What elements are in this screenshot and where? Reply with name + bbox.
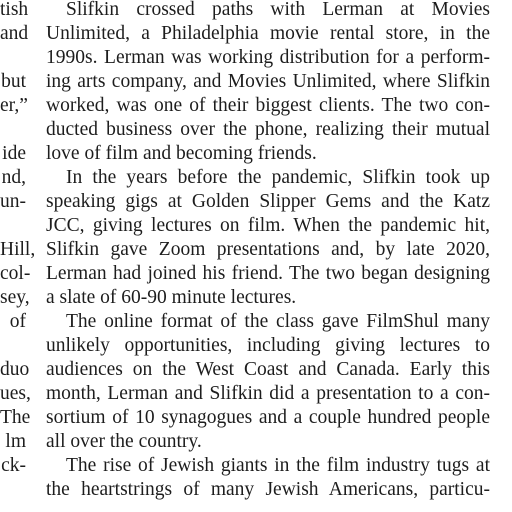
left-column-line: tish [0,0,29,20]
left-column-line: sey, [0,287,30,308]
left-column-line: but [1,71,26,92]
article-line: audiences on the West Coast and Canada. Early this [46,359,490,380]
article-line: Slifkin gave Zoom presentations and, by late 2020, [46,239,490,260]
left-column-line [0,334,26,358]
article-line: 1990s. Lerman was working distribution for a perform- [46,47,490,68]
article-line: Slifkin crossed paths with Lerman at Movies [66,0,490,20]
left-column-line: un- [0,191,26,212]
left-column-line: The [0,407,31,428]
article-line: Lerman had joined his friend. The two began designing [46,263,490,284]
left-column-line: duo [0,359,30,380]
left-column-line: er,” [0,95,28,116]
left-column-line [0,118,26,142]
left-column-line: col- [0,263,31,284]
left-column-line: ide [2,143,26,164]
article-line: speaking gigs at Golden Slipper Gems and the Katz [46,191,490,212]
left-column-line: nd, [1,167,26,188]
left-column-line [0,214,26,238]
article-line: month, Lerman and Slifkin did a presentation to a con- [46,383,490,404]
left-column-line: ues, [0,383,31,404]
left-column-line: of [9,311,26,332]
article-line: Unlimited, a Philadelphia movie rental store, in the [46,23,490,44]
article-line: love of film and becoming friends. [46,143,317,164]
left-column-line: ck- [1,455,26,476]
article-line: all over the country. [46,431,202,452]
left-column-line [0,46,26,70]
article-line: a slate of 60-90 minute lectures. [46,287,297,308]
article-line: unlikely opportunities, including giving lectures to [46,335,490,356]
left-column-line: and [0,23,29,44]
article-line: The rise of Jewish giants in the film industry tugs at [66,455,490,476]
left-column-line [0,478,26,502]
article-line: ing arts company, and Movies Unlimited, where Slifkin [46,71,490,92]
left-column-line: Hill, [0,239,36,260]
article-line: JCC, giving lectures on film. When the pandemic hit, [46,215,490,236]
article-line: The online format of the class gave FilmShul many [66,311,490,332]
article-line: worked, was one of their biggest clients. The two con- [46,95,490,116]
article-line: sortium of 10 synagogues and a couple hundred people [46,407,490,428]
article-line: the heartstrings of many Jewish Americans, particu- [46,479,490,500]
left-column-line: lm [5,431,26,452]
article-line: In the years before the pandemic, Slifkin took up [66,167,490,188]
article-line: ducted business over the phone, realizing their mutual [46,119,490,140]
